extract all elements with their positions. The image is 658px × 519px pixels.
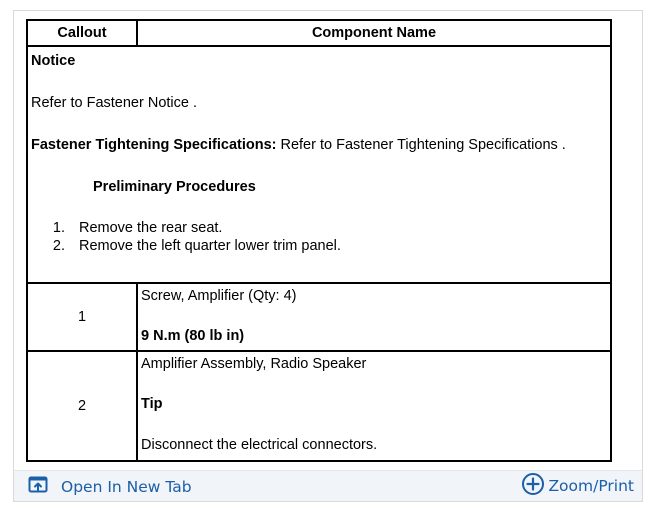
callout-number: 1 — [27, 283, 137, 351]
torque-spec: 9 N.m (80 lb in) — [141, 328, 245, 344]
fastener-spec-text: Refer to Fastener Tightening Specifications . — [276, 137, 566, 153]
component-cell — [137, 351, 611, 461]
callout-header: Callout — [27, 20, 137, 46]
tip-label: Tip — [141, 396, 163, 412]
component-name: Screw, Amplifier (Qty: 4) — [141, 288, 297, 304]
open-in-new-tab-label: Open In New Tab — [61, 478, 192, 496]
notice-row — [27, 46, 611, 283]
procedure-number: 2. — [52, 238, 65, 254]
procedure-text: Remove the left quarter lower trim panel. — [79, 238, 341, 254]
fastener-notice-text: Refer to Fastener Notice . — [31, 95, 198, 111]
preliminary-procedures-title: Preliminary Procedures — [93, 179, 256, 195]
zoom-print-label: Zoom/Print — [548, 477, 634, 495]
fastener-spec-line — [31, 135, 607, 155]
open-in-new-tab-link[interactable] — [28, 476, 192, 498]
zoom-print-link[interactable] — [521, 472, 634, 500]
tip-text: Disconnect the electrical connectors. — [141, 437, 378, 453]
notice-cell — [27, 46, 611, 283]
procedure-list — [31, 219, 607, 255]
open-in-new-tab-icon — [28, 476, 61, 498]
zoom-plus-icon — [521, 472, 548, 500]
fastener-spec-label: Fastener Tightening Specifications: — [31, 137, 277, 153]
procedure-item — [31, 219, 607, 237]
component-cell — [137, 283, 611, 351]
figure-footer — [14, 470, 642, 501]
table-row — [27, 351, 611, 461]
table-header-row — [27, 20, 611, 46]
component-name-header: Component Name — [137, 20, 611, 46]
component-table — [26, 19, 612, 462]
callout-number: 2 — [27, 351, 137, 461]
table-row — [27, 283, 611, 351]
component-name: Amplifier Assembly, Radio Speaker — [141, 356, 367, 372]
notice-title: Notice — [31, 53, 76, 69]
procedure-item — [31, 237, 607, 255]
procedure-text: Remove the rear seat. — [79, 220, 223, 236]
procedure-number: 1. — [52, 220, 65, 236]
